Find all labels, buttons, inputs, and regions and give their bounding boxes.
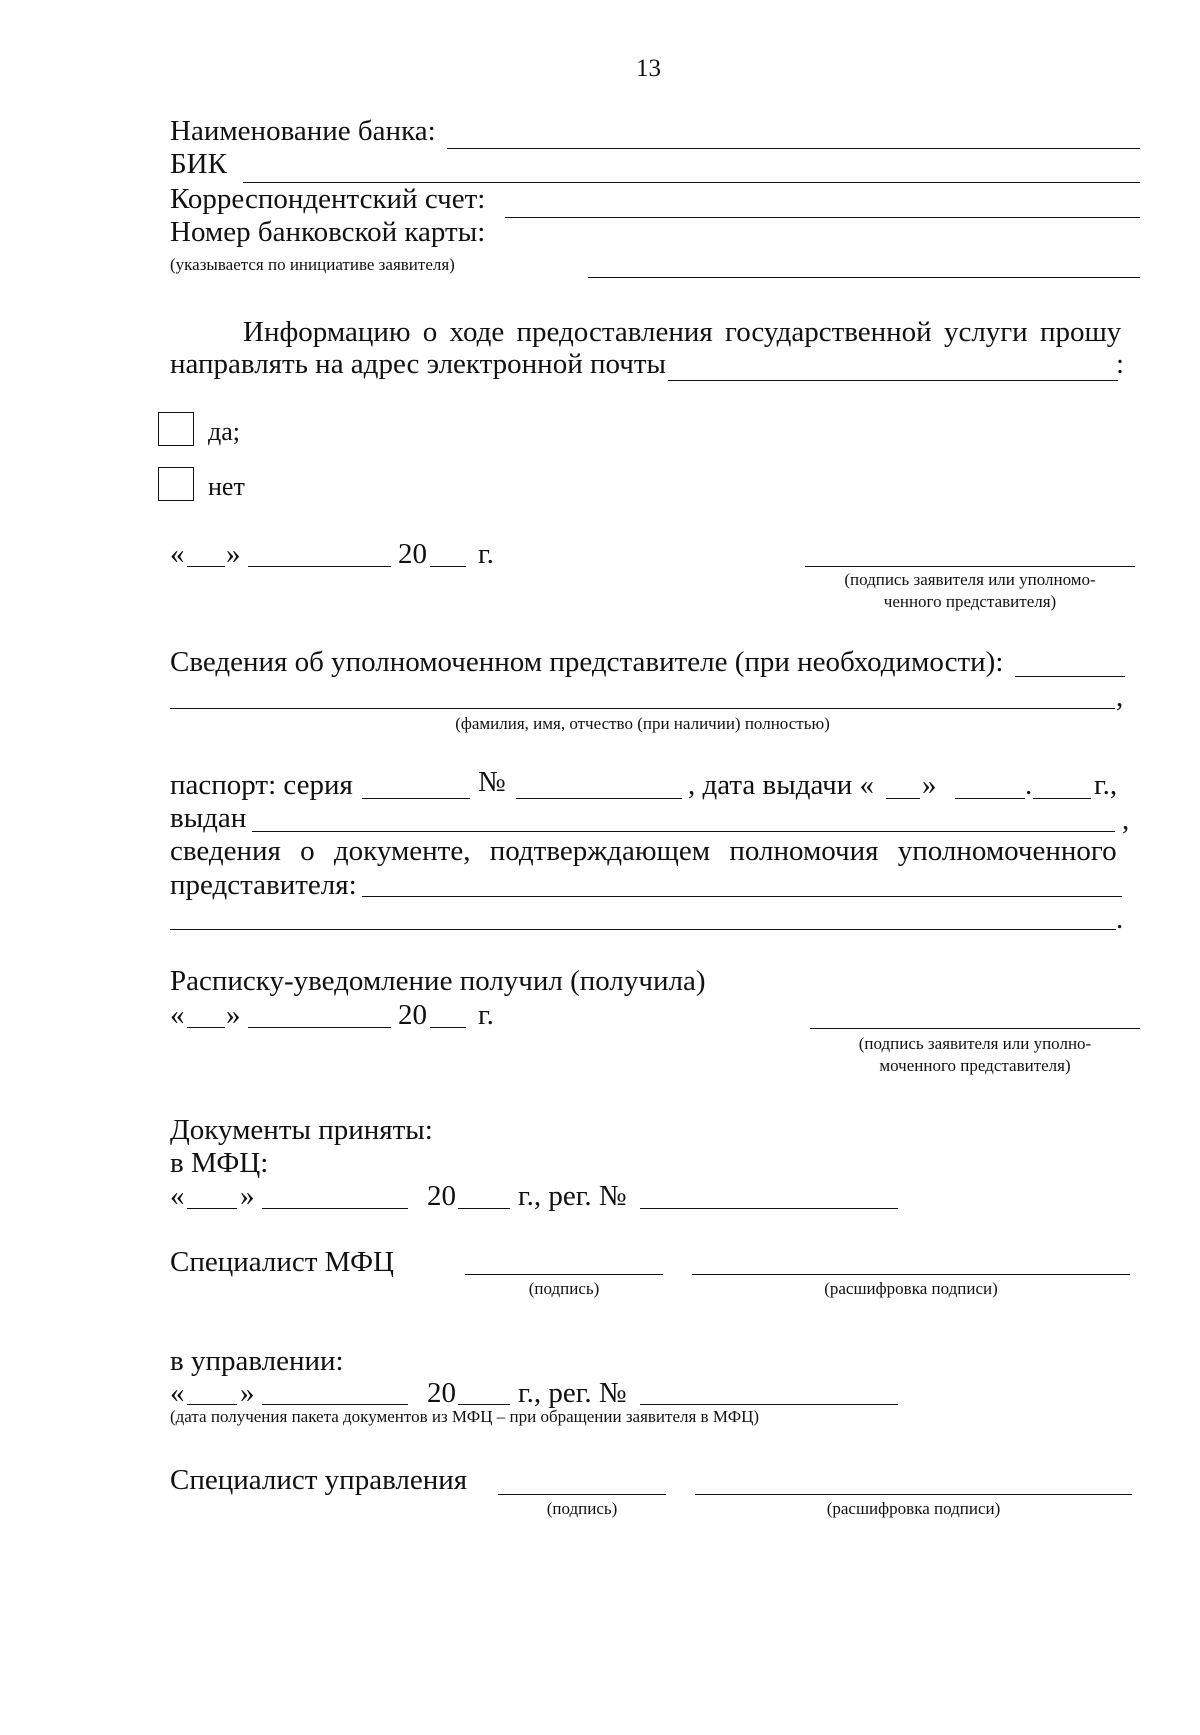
yes-checkbox[interactable] [158,412,194,446]
issued-by-comma: , [1122,804,1130,836]
applicant-signature2-field[interactable] [810,1028,1140,1029]
mfc-transcript-caption: (расшифровка подписи) [824,1279,998,1298]
representative-comma: , [1116,681,1124,713]
receipt-close-quote: » [226,999,241,1031]
accepted-open-quote: « [170,1180,185,1212]
department-transcript-caption: (расшифровка подписи) [826,1499,1001,1518]
accepted-year-prefix: 20 [427,1180,456,1212]
department-open-quote: « [170,1377,185,1409]
representative-field-1[interactable] [1015,676,1125,677]
accepted-mfc-label: в МФЦ: [170,1147,269,1179]
authority-doc-field-2[interactable] [170,929,1116,930]
date1-day-field[interactable] [187,566,225,567]
accepted-month-field[interactable] [262,1208,408,1209]
department-specialist-signature-field[interactable] [498,1494,666,1495]
passport-series-label: паспорт: серия [170,769,353,801]
department-month-field[interactable] [262,1404,408,1405]
department-year-field[interactable] [458,1404,510,1405]
receipt-month-field[interactable] [248,1027,391,1028]
accepted-heading: Документы приняты: [170,1114,433,1146]
corr-account-label: Корреспондентский счет: [170,183,486,215]
passport-issue-year-field[interactable] [1033,798,1091,799]
accepted-reg-label: г., рег. № [518,1180,627,1212]
signature2-caption-line1: (подпись заявителя или уполно- [858,1034,1092,1053]
department-close-quote: » [240,1377,255,1409]
receipt-open-quote: « [170,999,185,1031]
fio-caption: (фамилия, имя, отчество (при наличии) полностью) [455,714,830,733]
passport-issue-dot: . [1025,769,1033,801]
department-label: в управлении: [170,1345,344,1377]
receipt-year-field[interactable] [430,1027,466,1028]
mfc-specialist-transcript-field[interactable] [692,1274,1130,1275]
date1-month-field[interactable] [248,566,391,567]
accepted-year-field[interactable] [458,1208,510,1209]
department-reg-label: г., рег. № [518,1377,627,1409]
passport-year-suffix: г., [1094,769,1118,801]
bank-name-field[interactable] [447,148,1140,149]
department-reg-number-field[interactable] [640,1404,898,1405]
department-specialist-transcript-field[interactable] [695,1494,1132,1495]
receipt-day-field[interactable] [187,1027,225,1028]
passport-number-sign: № [478,766,506,798]
no-checkbox[interactable] [158,467,194,501]
issued-by-label: выдан [170,802,247,834]
passport-issue-close-quote: » [922,769,937,801]
date1-open-quote: « [170,538,185,570]
date1-year-prefix: 20 [398,538,427,570]
department-signature-caption: (подпись) [546,1499,618,1518]
receipt-year-suffix: г. [478,999,494,1031]
passport-issue-month-field[interactable] [955,798,1025,799]
department-day-field[interactable] [187,1404,237,1405]
mfc-signature-caption: (подпись) [528,1279,600,1298]
department-year-prefix: 20 [427,1377,456,1409]
accepted-day-field[interactable] [187,1208,237,1209]
issued-by-field[interactable] [252,831,1115,832]
passport-issue-date-label: , дата выдачи « [688,769,875,801]
applicant-signature1-field[interactable] [805,566,1135,567]
passport-issue-day-field[interactable] [886,798,920,799]
authority-doc-line2: представителя: [170,869,357,901]
signature2-caption-line2: моченного представителя) [879,1056,1071,1075]
card-number-label: Номер банковской карты: [170,216,486,248]
yes-label: да; [208,417,240,446]
corr-account-field[interactable] [505,217,1140,218]
email-colon: : [1116,348,1125,380]
date1-year-field[interactable] [430,566,466,567]
receipt-year-prefix: 20 [398,999,427,1031]
email-info-line2: направлять на адрес электронной почты [170,348,666,380]
email-info-line1: Информацию о ходе предоставления государственной услуги прошу [243,316,1122,348]
department-specialist-label: Специалист управления [170,1464,468,1496]
authority-doc-line1: сведения о документе, подтверждающем полномочия уполномоченного [170,835,1117,867]
mfc-specialist-signature-field[interactable] [465,1274,663,1275]
representative-field-2[interactable] [170,708,1115,709]
card-number-field[interactable] [588,277,1140,278]
authority-doc-period: . [1116,903,1124,935]
bik-label: БИК [170,148,227,180]
passport-series-field[interactable] [362,798,470,799]
page-number: 13 [636,55,661,82]
department-note: (дата получения пакета документов из МФЦ – при обращении заявителя в МФЦ) [170,1407,760,1426]
accepted-reg-number-field[interactable] [640,1208,898,1209]
signature1-caption-line2: ченного представителя) [883,592,1057,611]
email-field[interactable] [668,380,1118,381]
no-label: нет [208,472,245,501]
signature1-caption-line1: (подпись заявителя или уполномо- [844,570,1096,589]
bank-name-label: Наименование банка: [170,115,436,147]
date1-close-quote: » [226,538,241,570]
date1-year-suffix: г. [478,538,494,570]
mfc-specialist-label: Специалист МФЦ [170,1246,394,1278]
representative-heading: Сведения об уполномоченном представителе (при необходимости): [170,646,1004,678]
receipt-heading: Расписку-уведомление получил (получила) [170,965,706,997]
accepted-close-quote: » [240,1180,255,1212]
authority-doc-field-1[interactable] [362,896,1122,897]
card-number-note: (указывается по инициативе заявителя) [170,255,455,274]
passport-number-field[interactable] [516,798,682,799]
